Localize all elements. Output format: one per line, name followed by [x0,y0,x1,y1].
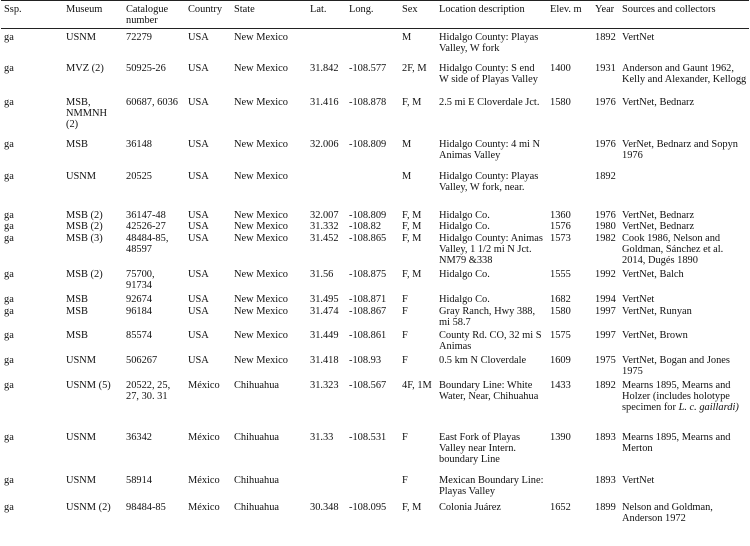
header-sources: Sources and collectors [622,4,716,15]
cell-location-description: Gray Ranch, Hwy 388, mi 58.7 [439,305,536,329]
cell-ssp: ga [4,293,14,305]
cell-elevation: 1575 [550,329,571,341]
cell-year: 1893 [595,431,616,443]
cell-ssp: ga [4,305,14,317]
cell-ssp: ga [4,232,14,244]
cell-catalogue-number: 42526-27 [126,220,166,232]
cell-ssp: ga [4,329,14,341]
cell-ssp: ga [4,96,14,108]
cell-year: 1997 [595,329,616,341]
cell-ssp: ga [4,431,14,443]
cell-location-description: 0.5 km N Cloverdale [439,354,527,366]
cell-catalogue-number: 75700, 91734 [126,268,155,292]
cell-longitude: -108.531 [349,431,387,443]
cell-location-description: County Rd. CO, 32 mi S Animas [439,329,542,353]
cell-location-description: Hidalgo County: S end W side of Playas Valley [439,62,538,85]
cell-longitude: -108.93 [349,354,382,366]
cell-sources: VertNet, Brown [622,329,688,341]
cell-catalogue-number: 36342 [126,431,152,443]
cell-ssp: ga [4,268,14,280]
cell-museum: MVZ (2) [66,62,104,74]
cell-state: Chihuahua [234,501,280,513]
header-state: State [234,4,255,15]
cell-year: 1994 [595,293,616,305]
table-row [1,97,749,139]
cell-latitude: 31.33 [310,431,334,443]
cell-latitude [307,171,346,207]
cell-latitude: 31.418 [310,354,339,366]
cell-state: New Mexico [234,220,288,232]
cell-longitude: -108.871 [349,293,387,305]
cell-location-description: East Fork of Playas Valley near Intern. boundary Line [439,431,521,466]
cell-elevation: 1390 [550,431,571,443]
cell-museum: MSB (3) [66,232,103,244]
cell-sources: VertNet, Bednarz [622,96,695,108]
header-museum: Museum [66,4,103,15]
cell-state: New Mexico [234,32,288,43]
table-row [1,269,749,294]
cell-museum: MSB [66,305,88,317]
cell-elevation [547,171,592,207]
cell-museum: USNM (2) [66,501,111,513]
cell-longitude: -108.878 [349,96,387,108]
cell-elevation: 1609 [550,354,571,366]
cell-sex: F, M [402,220,422,232]
cell-sex: F [402,354,408,366]
cell-ssp: ga [4,379,14,391]
cell-location-description: Hidalgo Co. [439,268,490,280]
cell-latitude: 32.006 [310,138,339,150]
cell-catalogue-number: 85574 [126,329,152,341]
cell-country: USA [188,170,209,182]
cell-state: New Mexico [234,62,288,74]
cell-country: USA [188,329,209,341]
cell-latitude: 31.449 [310,329,339,341]
cell-state: New Mexico [234,170,288,182]
cell-year: 1976 [595,96,616,108]
cell-state: New Mexico [234,96,288,108]
cell-sex: F [402,474,408,486]
cell-ssp: ga [4,62,14,74]
cell-country: USA [188,268,209,280]
cell-year: 1992 [595,268,616,280]
table-row [1,171,749,207]
cell-state: Chihuahua [234,379,280,391]
cell-elevation: 1433 [550,379,571,391]
cell-elevation: 1580 [550,96,571,108]
cell-elevation: 1682 [550,293,571,305]
table-row [1,207,749,221]
cell-elevation [547,139,592,171]
cell-ssp: ga [4,220,14,232]
cell-latitude [307,475,346,502]
cell-elevation: 1360 [550,209,571,221]
cell-elevation: 1555 [550,268,571,280]
cell-country: USA [188,32,209,43]
cell-catalogue-number: 98484-85 [126,501,166,513]
cell-catalogue-number: 72279 [126,32,152,43]
cell-location-description: Mexican Boundary Line: Playas Valley [439,474,544,498]
cell-museum: USNM [66,32,97,43]
cell-sex: F [402,293,408,305]
cell-country: México [188,501,220,513]
cell-longitude: -108.867 [349,305,387,317]
table-row [1,221,749,233]
cell-sex: F [402,431,408,443]
cell-catalogue-number: 96184 [126,305,152,317]
cell-year: 1899 [595,501,616,513]
cell-country: México [188,379,220,391]
cell-elevation: 1576 [550,220,571,232]
cell-latitude: 31.56 [310,268,334,280]
cell-location-description: Hidalgo County: Playas Valley, W fork [439,32,539,55]
cell-museum: USNM [66,354,97,366]
cell-elevation: 1400 [550,62,571,74]
table-row [1,475,749,502]
cell-sex: F, M [402,96,422,108]
cell-longitude: -108.865 [349,232,387,244]
cell-sources: VertNet, Bednarz [622,209,695,221]
cell-latitude: 32.007 [310,209,339,221]
cell-year: 1931 [595,62,616,74]
cell-longitude [346,171,399,207]
table-row [1,233,749,269]
cell-latitude [307,29,346,63]
cell-sources: VertNet [622,32,655,43]
cell-catalogue-number: 36147-48 [126,209,166,221]
cell-state: New Mexico [234,232,288,244]
cell-country: USA [188,354,209,366]
cell-ssp: ga [4,354,14,366]
cell-sex: F, M [402,501,422,513]
cell-state: New Mexico [234,329,288,341]
cell-sex: M [402,138,412,150]
cell-country: USA [188,209,209,221]
cell-state: Chihuahua [234,474,280,486]
cell-catalogue-number: 60687, 6036 [126,96,178,108]
cell-longitude [346,475,399,502]
cell-catalogue-number: 36148 [126,138,152,150]
table-row [1,330,749,355]
cell-state: Chihuahua [234,431,280,443]
cell-year: 1892 [595,170,616,182]
cell-country: México [188,431,220,443]
header-catalogue-number: Catalogue number [126,4,169,27]
cell-country: México [188,474,220,486]
cell-longitude: -108.809 [349,209,387,221]
cell-longitude: -108.809 [349,138,387,150]
cell-ssp: ga [4,501,14,513]
cell-sex: F [402,329,408,341]
cell-latitude: 31.332 [310,220,339,232]
table-body [1,29,749,526]
cell-ssp: ga [4,32,14,43]
cell-elevation [547,29,592,63]
cell-museum: USNM [66,474,97,486]
cell-year: 1892 [595,379,616,391]
cell-country: USA [188,138,209,150]
table-row [1,29,749,63]
cell-sources: Mearns 1895, Mearns and Merton [622,431,731,455]
cell-elevation [547,475,592,502]
header-year: Year [595,4,615,15]
cell-country: USA [188,62,209,74]
cell-ssp: ga [4,138,14,150]
cell-sources-italic: L. c. gaillardi) [678,402,739,414]
cell-year: 1980 [595,220,616,232]
header-country: Country [188,4,223,15]
cell-sex: F, M [402,232,422,244]
cell-sex: 4F, 1M [402,379,432,391]
cell-catalogue-number: 50925-26 [126,62,166,74]
cell-catalogue-number: 58914 [126,474,152,486]
cell-museum: MSB, NMMNH (2) [66,96,107,131]
cell-location-description: Colonia Juárez [439,501,502,513]
cell-state: New Mexico [234,354,288,366]
cell-year: 1976 [595,209,616,221]
cell-country: USA [188,293,209,305]
cell-museum: MSB (2) [66,209,103,221]
cell-latitude: 31.323 [310,379,339,391]
cell-sex: F, M [402,209,422,221]
header-sex: Sex [402,4,418,15]
cell-longitude: -108.095 [349,501,387,513]
cell-latitude: 31.452 [310,232,339,244]
cell-museum: USNM [66,431,97,443]
header-longitude: Long. [349,4,374,15]
cell-museum: MSB [66,329,88,341]
cell-state: New Mexico [234,138,288,150]
cell-ssp: ga [4,209,14,221]
cell-year: 1976 [595,138,616,150]
cell-sources: Nelson and Goldman, Anderson 1972 [622,501,713,525]
cell-sex: M [402,32,412,43]
cell-year: 1997 [595,305,616,317]
table-row [1,306,749,330]
cell-sources: VertNet, Balch [622,268,684,280]
cell-longitude: -108.82 [349,220,382,232]
cell-museum: USNM (5) [66,379,111,391]
cell-country: USA [188,220,209,232]
cell-catalogue-number: 20525 [126,170,152,182]
cell-sources [619,171,749,207]
cell-longitude [346,29,399,63]
cell-elevation: 1580 [550,305,571,317]
cell-country: USA [188,305,209,317]
table-row [1,502,749,526]
cell-country: USA [188,232,209,244]
cell-sources: Mearns 1895, Mearns and Holzer (includes holotype specimen for L. c. gaillardi) [622,379,739,414]
table-row [1,355,749,380]
cell-location-description: Hidalgo County: Playas Valley, W fork, near. [439,170,539,193]
cell-latitude: 31.416 [310,96,339,108]
cell-year: 1982 [595,232,616,244]
table-row [1,432,749,475]
cell-location-description: Hidalgo Co. [439,293,490,305]
cell-elevation: 1652 [550,501,571,513]
cell-museum: MSB (2) [66,268,103,280]
table-row [1,63,749,97]
cell-museum: MSB [66,138,88,150]
table-row [1,139,749,171]
cell-latitude: 31.474 [310,305,339,317]
cell-latitude: 30.348 [310,501,339,513]
cell-location-description: Boundary Line: White Water, Near, Chihuahua [439,379,539,403]
cell-longitude: -108.875 [349,268,387,280]
cell-location-description: Hidalgo Co. [439,209,490,221]
cell-latitude: 31.842 [310,62,339,74]
cell-elevation: 1573 [550,232,571,244]
cell-sex: 2F, M [402,62,427,74]
cell-sources: VertNet [622,293,655,305]
cell-sources: VertNet, Bednarz [622,220,695,232]
cell-year: 1893 [595,474,616,486]
cell-sources: Cook 1986, Nelson and Goldman, Sánchez et al. 2014, Dugés 1890 [622,232,724,267]
cell-location-description: Hidalgo County: Animas Valley, 1 1/2 mi N Jct. NM79 &338 [439,232,543,267]
header-location-description: Location description [439,4,525,15]
cell-location-description: Hidalgo Co. [439,220,490,232]
cell-sources: VertNet [622,474,655,486]
cell-catalogue-number: 20522, 25, 27, 30. 31 [126,379,171,403]
cell-sex: F [402,305,408,317]
cell-museum: MSB (2) [66,220,103,232]
cell-ssp: ga [4,474,14,486]
cell-longitude: -108.861 [349,329,387,341]
cell-longitude: -108.577 [349,62,387,74]
cell-year: 1975 [595,354,616,366]
cell-catalogue-number: 92674 [126,293,152,305]
cell-sources: Anderson and Gaunt 1962, Kelly and Alexander, Kellogg [622,62,747,85]
cell-museum: USNM [66,170,97,182]
cell-sex: M [402,170,412,182]
cell-state: New Mexico [234,268,288,280]
cell-sex: F, M [402,268,422,280]
cell-latitude: 31.495 [310,293,339,305]
cell-sources: VertNet, Bogan and Jones 1975 [622,354,730,378]
cell-state: New Mexico [234,305,288,317]
header-ssp: Ssp. [4,4,22,15]
cell-ssp: ga [4,170,14,182]
cell-sources: VerNet, Bednarz and Sopyn 1976 [622,138,738,161]
specimen-records-table [1,0,749,526]
table-row [1,380,749,432]
cell-sources: VertNet, Runyan [622,305,692,317]
header-latitude: Lat. [310,4,327,15]
cell-catalogue-number: 48484-85, 48597 [126,232,169,256]
header-elevation: Elev. m [550,4,582,15]
table-row [1,294,749,306]
cell-state: New Mexico [234,209,288,221]
cell-catalogue-number: 506267 [126,354,158,366]
table-header-row [1,1,749,29]
cell-location-description: Hidalgo County: 4 mi N Animas Valley [439,138,541,161]
cell-museum: MSB [66,293,88,305]
cell-longitude: -108.567 [349,379,387,391]
cell-location-description: 2.5 mi E Cloverdale Jct. [439,96,540,108]
cell-year: 1892 [595,32,616,43]
cell-country: USA [188,96,209,108]
cell-state: New Mexico [234,293,288,305]
